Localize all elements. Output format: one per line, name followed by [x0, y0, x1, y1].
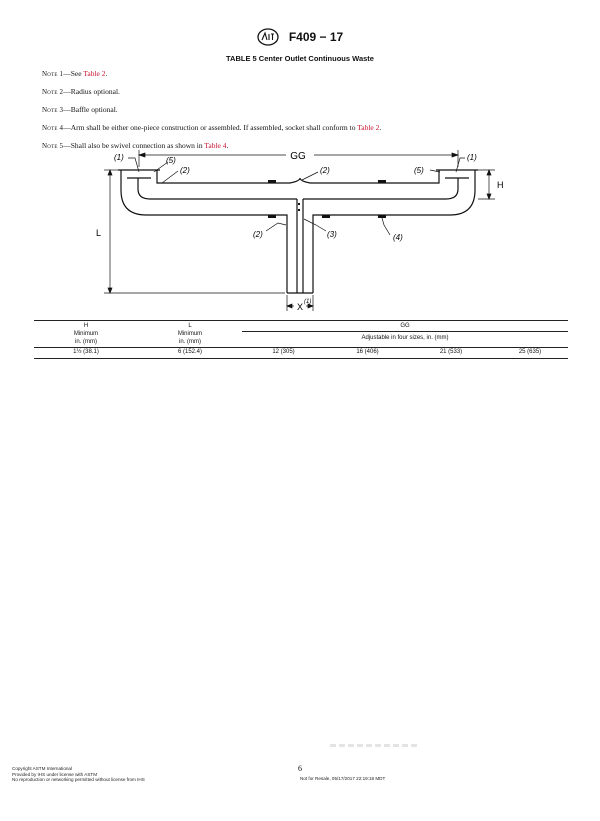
- continuous-waste-drawing: [0, 145, 600, 317]
- footer-line-3: No reproduction or networking permitted without license from IHS: [12, 777, 145, 783]
- footer-line-1: Copyright ASTM International: [12, 766, 73, 771]
- dim-x-label: X: [296, 302, 304, 312]
- table-2-link[interactable]: Table 2: [357, 123, 380, 132]
- note-end: .: [105, 69, 108, 78]
- note-label: Note 3: [42, 106, 64, 114]
- callout-5-right: (5): [414, 166, 424, 175]
- col-l-header: L: [138, 321, 242, 332]
- note-label: Note 1: [42, 70, 64, 78]
- l-sub-unit: in. (mm): [179, 338, 201, 345]
- note-3: [42, 104, 562, 116]
- dim-l-label: L: [95, 228, 101, 238]
- note-end: .: [379, 123, 382, 132]
- standard-designation: F409 − 17: [288, 30, 344, 45]
- dim-gg-label: GG: [290, 151, 306, 162]
- col-gg-header: GG: [242, 321, 568, 332]
- callout-2-outlet: (2): [253, 230, 263, 239]
- table-4-link[interactable]: Table 4: [204, 141, 227, 150]
- callout-1-right: (1): [467, 153, 477, 162]
- h-sub-unit: in. (mm): [75, 338, 97, 345]
- cell-gg-1: 12 (305): [242, 348, 325, 359]
- astm-logo-icon: [257, 28, 279, 46]
- callout-2-left: (2): [180, 166, 190, 175]
- note-4: [42, 122, 562, 134]
- l-sub-min: Minimum: [177, 331, 203, 337]
- note-1: [42, 68, 562, 80]
- callout-1-outlet: (1): [304, 299, 312, 305]
- cell-gg-2: 16 (406): [325, 348, 410, 359]
- gg-subheader: Adjustable in four sizes, in. (mm): [242, 331, 568, 348]
- footer-resale: Not for Resale, 05/17/2017 22:19:18 MDT: [300, 776, 386, 781]
- cell-l: 6 (152.4): [138, 348, 242, 359]
- dimensions-table: [34, 320, 568, 359]
- note-text: —Shall also be swivel connection as shown in: [63, 141, 205, 150]
- note-label: Note 5: [42, 142, 64, 150]
- footer-line-2: Provided by IHS under license with ASTM: [12, 771, 98, 777]
- h-subheader: [34, 331, 138, 348]
- l-subheader: [138, 331, 242, 348]
- table-title: TABLE 5 Center Outlet Continuous Waste: [226, 54, 374, 63]
- callout-4: (4): [393, 233, 403, 242]
- note-text: —See: [63, 69, 84, 78]
- table-2-link[interactable]: Table 2: [83, 69, 106, 78]
- note-text: —Arm shall be either one-piece construction or assembled. If assembled, socket shall conform to: [63, 123, 358, 132]
- dimension-lines: [104, 150, 495, 311]
- waste-outline: [118, 170, 478, 293]
- note-text: —Baffle optional.: [63, 105, 118, 114]
- cell-gg-4: 25 (635): [492, 348, 568, 359]
- col-h-header: H: [34, 321, 138, 332]
- callout-labels: [114, 153, 477, 305]
- note-label: Note 4: [42, 124, 64, 132]
- callout-3: (3): [327, 230, 337, 239]
- note-end: .: [226, 141, 229, 150]
- callout-2-center: (2): [320, 166, 330, 175]
- note-label: Note 2: [42, 88, 64, 96]
- note-text: —Radius optional.: [63, 87, 120, 96]
- page-number: 6: [298, 764, 302, 773]
- table-row: [34, 348, 568, 359]
- note-2: [42, 86, 562, 98]
- cell-gg-3: 21 (533): [410, 348, 492, 359]
- dim-h-label: H: [497, 180, 504, 190]
- h-sub-min: Minimum: [73, 331, 99, 337]
- callout-1-left: (1): [114, 153, 124, 162]
- cell-h: 1½ (38.1): [34, 348, 138, 359]
- callout-5-left: (5): [166, 156, 176, 165]
- page-header: [0, 28, 600, 46]
- faint-watermark: [330, 744, 418, 747]
